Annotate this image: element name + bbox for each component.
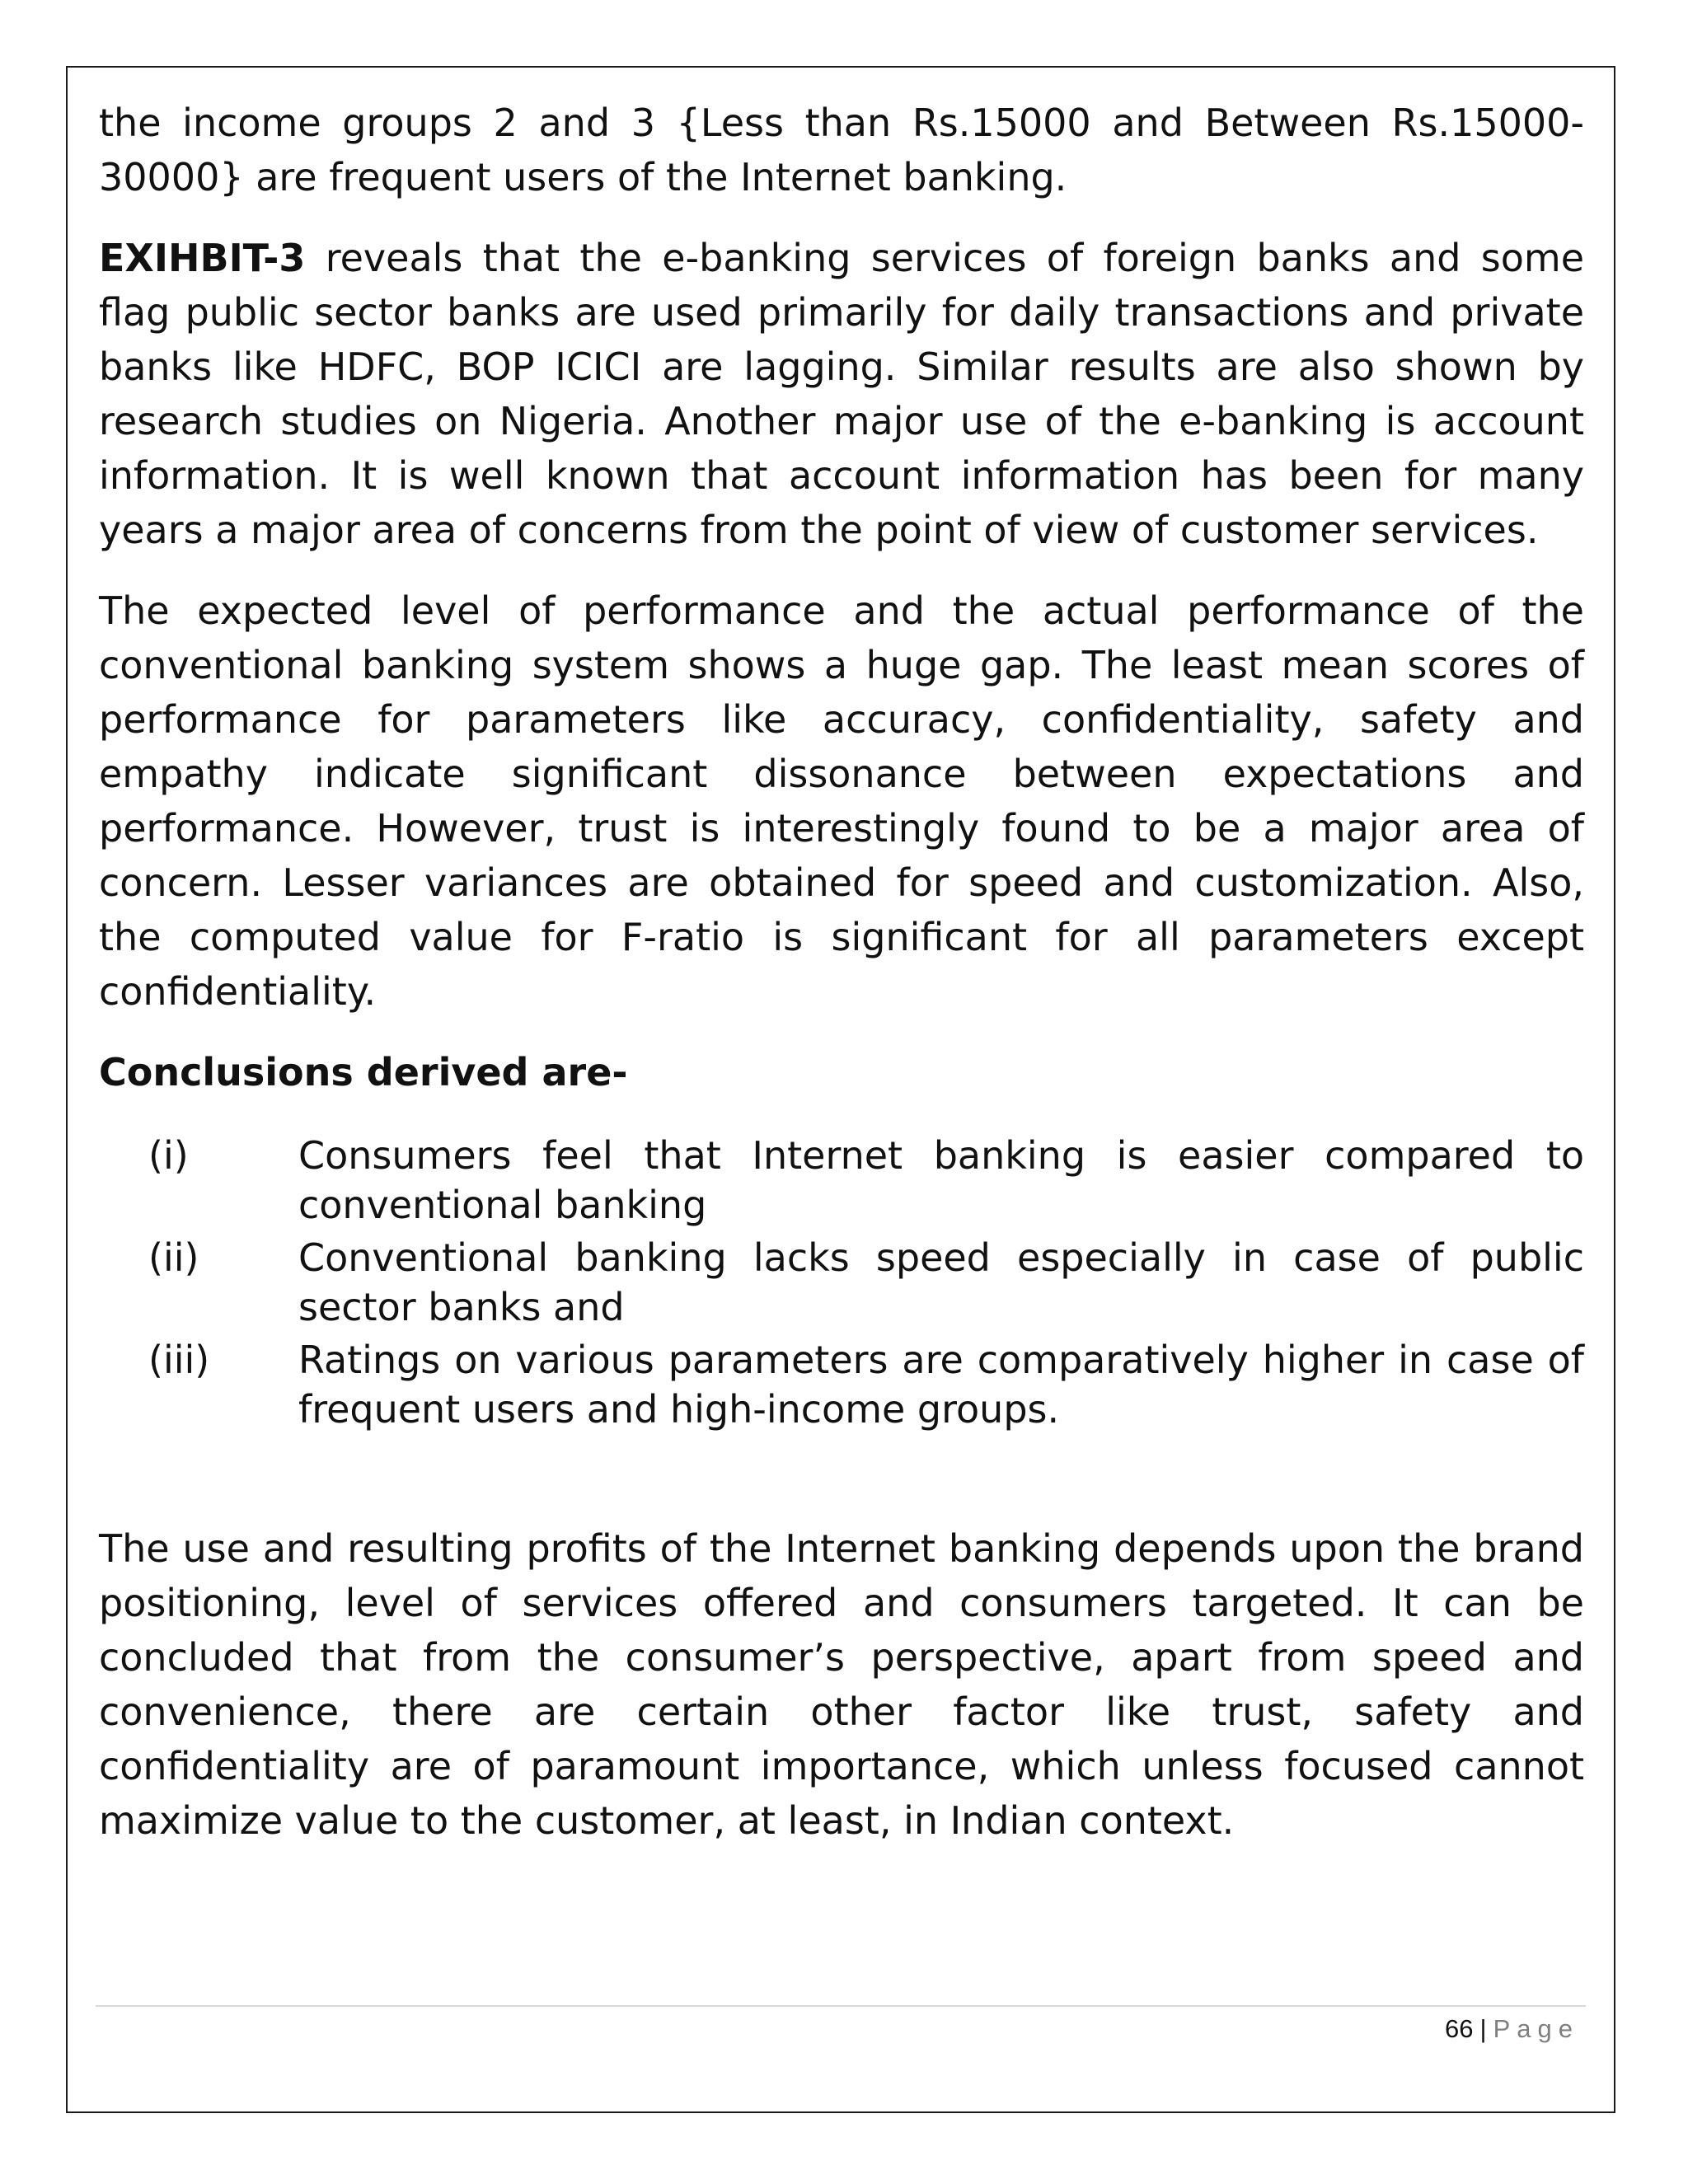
conclusions-list xyxy=(99,1131,1584,1434)
conclusions-heading: Conclusions derived are- xyxy=(99,1050,628,1094)
page-number: 66 xyxy=(1445,2014,1474,2043)
footer-divider xyxy=(96,2005,1586,2007)
list-item-text: Ratings on various parameters are comparatively higher in case of frequent users and high-income groups. xyxy=(298,1338,1584,1432)
page-label: Page xyxy=(1493,2014,1579,2043)
list-item-number: (i) xyxy=(148,1133,189,1178)
paragraph-brand-positioning: The use and resulting profits of the Internet banking depends upon the brand positioning, level of services offered and consumers targeted. It can be concluded that from the consumer’s perspective, apart from speed and convenience, there are certain other factor like trust, safety and confidentiality are of paramount importance, which unless focused cannot maximize value to the customer, at least, in Indian context. xyxy=(99,1526,1584,1843)
exhibit-text: reveals that the e-banking services of foreign banks and some flag public sector banks are used primarily for daily transactions and private banks like HDFC, BOP ICICI are lagging. Similar results are also shown by research studies on Nigeria. Another major use of the e-banking is account information. It is well known that account information has been for many years a major area of concerns from the point of view of customer services. xyxy=(99,236,1584,552)
footer-separator: | xyxy=(1479,2014,1487,2043)
page-footer xyxy=(1445,2014,1579,2044)
document-body xyxy=(99,96,1584,1848)
paragraph-exhibit-3 xyxy=(99,231,1584,557)
list-item xyxy=(99,1131,1584,1230)
list-item-text: Conventional banking lacks speed especially in case of public sector banks and xyxy=(298,1235,1584,1329)
paragraph-income-groups: the income groups 2 and 3 {Less than Rs.15000 and Between Rs.15000-30000} are frequent users of the Internet banking. xyxy=(99,101,1584,199)
list-item-number: (iii) xyxy=(148,1338,210,1382)
list-item xyxy=(99,1335,1584,1434)
list-item-number: (ii) xyxy=(148,1235,199,1280)
exhibit-label: EXIHBIT-3 xyxy=(99,236,306,280)
list-item-text: Consumers feel that Internet banking is easier compared to conventional banking xyxy=(298,1133,1584,1227)
list-item xyxy=(99,1233,1584,1332)
paragraph-performance-gap: The expected level of performance and the actual performance of the conventional banking system shows a huge gap. The least mean scores of performance for parameters like accuracy, confidentiality, safety and empathy indicate significant dissonance between expectations and performance. However, trust is interestingly found to be a major area of concern. Lesser variances are obtained for speed and customization. Also, the computed value for F-ratio is significant for all parameters except confidentiality. xyxy=(99,588,1584,1014)
